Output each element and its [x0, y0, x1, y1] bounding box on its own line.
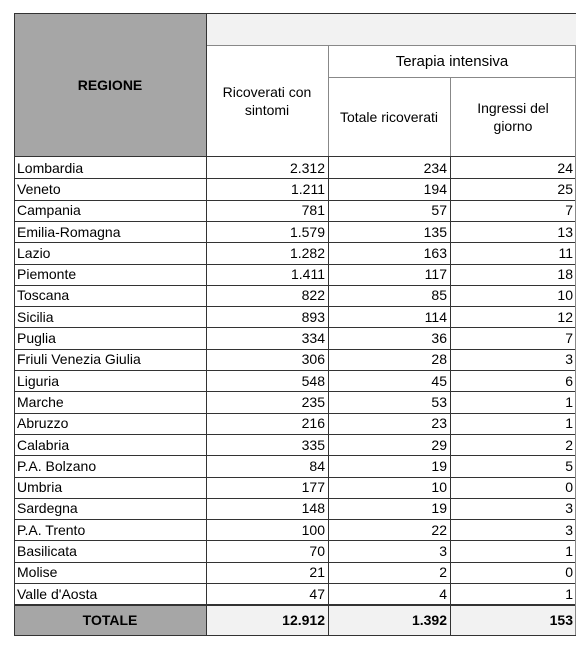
ricoverati-cell-value: 335	[301, 436, 325, 453]
table-row-region-cell	[14, 306, 206, 327]
ricoverati-cell-value: 216	[301, 415, 325, 432]
totals-ricoverati-cell	[206, 605, 328, 635]
table-row-totale-ricoverati-cell	[328, 370, 450, 391]
table-row-totale-ricoverati-cell	[328, 455, 450, 476]
region-cell-value: Piemonte	[17, 266, 77, 283]
region-cell-value: Basilicata	[17, 543, 77, 560]
totale-ricoverati-column-header	[328, 77, 450, 156]
ricoverati-column-header	[206, 45, 328, 156]
region-cell-value: Veneto	[17, 180, 61, 197]
totals-label: TOTALE	[82, 612, 138, 628]
ingressi-cell-value: 18	[557, 266, 573, 283]
totale-ricoverati-cell-value: 114	[424, 308, 447, 325]
table-row-totale-ricoverati-cell	[328, 562, 450, 583]
region-cell-value: Valle d'Aosta	[17, 585, 98, 602]
totals-ingressi-cell	[450, 605, 576, 635]
table-row-ingressi-cell	[450, 306, 576, 327]
table-row-ingressi-cell	[450, 583, 576, 604]
region-cell-value: Abruzzo	[17, 415, 69, 432]
ricoverati-cell-value: 84	[309, 457, 325, 474]
grid-line	[14, 13, 576, 14]
grid-line	[206, 45, 576, 46]
grid-line	[14, 242, 576, 243]
grid-line	[14, 635, 576, 636]
table-row-ingressi-cell	[450, 221, 576, 242]
table-row-ingressi-cell	[450, 264, 576, 285]
grid-line	[14, 264, 576, 265]
table-row-ingressi-cell	[450, 242, 576, 263]
grid-line	[450, 156, 451, 635]
table-row-ingressi-cell	[450, 455, 576, 476]
grid-line	[14, 370, 576, 371]
table-row-ingressi-cell	[450, 477, 576, 498]
ricoverati-cell-value: 334	[301, 330, 325, 347]
table-row-ingressi-cell	[450, 200, 576, 221]
grid-line	[328, 156, 329, 635]
grid-line	[14, 498, 576, 499]
ricoverati-cell-value: 21	[309, 564, 325, 581]
totale-ricoverati-cell-value: 36	[431, 330, 447, 347]
grid-line	[14, 13, 15, 635]
table-row-region-cell	[14, 540, 206, 561]
table-row-totale-ricoverati-cell	[328, 242, 450, 263]
grid-line	[14, 221, 576, 222]
table-row-totale-ricoverati-cell	[328, 327, 450, 348]
table-row-totale-ricoverati-cell	[328, 434, 450, 455]
totale-ricoverati-cell-value: 3	[439, 543, 447, 560]
ricoverati-cell-value: 1.579	[289, 223, 325, 240]
totale-ricoverati-cell-value: 234	[423, 159, 447, 176]
table-row-region-cell	[14, 157, 206, 178]
table-row-totale-ricoverati-cell	[328, 391, 450, 412]
table-row-totale-ricoverati-cell	[328, 540, 450, 561]
table-row-region-cell	[14, 327, 206, 348]
table-row-ricoverati-cell	[206, 540, 328, 561]
grid-line	[14, 200, 576, 201]
grid-line	[14, 156, 576, 157]
ingressi-cell-value: 5	[565, 457, 573, 474]
totale-ricoverati-cell-value: 135	[423, 223, 447, 240]
region-cell-value: Umbria	[17, 479, 63, 496]
table-row-region-cell	[14, 200, 206, 221]
table-row-ingressi-cell	[450, 349, 576, 370]
totale-ricoverati-cell-value: 28	[431, 351, 447, 368]
region-cell-value: P.A. Bolzano	[17, 457, 97, 474]
table-row-totale-ricoverati-cell	[328, 157, 450, 178]
region-cell-value: P.A. Trento	[17, 521, 86, 538]
ricoverati-cell-value: 2.312	[289, 159, 325, 176]
totale-ricoverati-cell-value: 57	[431, 202, 447, 219]
totale-ricoverati-header-label: Totale ricoverati	[339, 108, 439, 125]
grid-line	[14, 349, 576, 350]
table-row-totale-ricoverati-cell	[328, 285, 450, 306]
table-row-totale-ricoverati-cell	[328, 477, 450, 498]
grid-line	[14, 605, 576, 606]
table-row-region-cell	[14, 519, 206, 540]
ingressi-cell-value: 24	[557, 159, 573, 176]
totale-ricoverati-cell-value: 19	[431, 457, 447, 474]
totals-ingressi-value: 153	[549, 612, 573, 628]
totale-ricoverati-cell-value: 10	[431, 479, 447, 496]
ingressi-cell-value: 3	[565, 500, 573, 517]
grid-line	[14, 519, 576, 520]
table-row-ingressi-cell	[450, 413, 576, 434]
ricoverati-cell-value: 893	[301, 308, 325, 325]
table-row-ingressi-cell	[450, 540, 576, 561]
ingressi-cell-value: 1	[565, 415, 573, 432]
table-row-region-cell	[14, 455, 206, 476]
ricoverati-cell-value: 100	[301, 521, 325, 538]
ingressi-cell-value: 7	[565, 330, 573, 347]
grid-line	[14, 477, 576, 478]
table-row-region-cell	[14, 391, 206, 412]
ingressi-cell-value: 11	[558, 244, 573, 261]
table-row-region-cell	[14, 434, 206, 455]
table-row-ricoverati-cell	[206, 178, 328, 199]
table-row-region-cell	[14, 583, 206, 604]
totale-ricoverati-cell-value: 2	[439, 564, 447, 581]
table-row-region-cell	[14, 221, 206, 242]
ingressi-cell-value: 3	[565, 351, 573, 368]
grid-line	[14, 178, 576, 179]
totale-ricoverati-cell-value: 4	[439, 585, 447, 602]
table-row-region-cell	[14, 370, 206, 391]
ricoverati-cell-value: 70	[309, 543, 325, 560]
ingressi-column-header	[450, 77, 576, 156]
table-row-ricoverati-cell	[206, 221, 328, 242]
table-row-totale-ricoverati-cell	[328, 583, 450, 604]
ingressi-cell-value: 1	[565, 393, 573, 410]
table-row-ingressi-cell	[450, 157, 576, 178]
table-row-ricoverati-cell	[206, 391, 328, 412]
table-row-ricoverati-cell	[206, 477, 328, 498]
ingressi-cell-value: 10	[557, 287, 573, 304]
top-header-band	[206, 13, 576, 45]
table-row-totale-ricoverati-cell	[328, 306, 450, 327]
ricoverati-cell-value: 1.282	[289, 244, 325, 261]
table-row-ingressi-cell	[450, 434, 576, 455]
ricoverati-cell-value: 1.211	[291, 180, 325, 197]
totals-totale-cell	[328, 605, 450, 635]
table-row-region-cell	[14, 477, 206, 498]
table-row-ricoverati-cell	[206, 349, 328, 370]
region-cell-value: Lombardia	[17, 159, 84, 176]
region-cell-value: Friuli Venezia Giulia	[17, 351, 141, 368]
table-row-ricoverati-cell	[206, 157, 328, 178]
table-row-ingressi-cell	[450, 519, 576, 540]
region-cell-value: Campania	[17, 202, 81, 219]
region-cell-value: Emilia-Romagna	[17, 223, 121, 240]
table-row-ricoverati-cell	[206, 200, 328, 221]
table-row-ingressi-cell	[450, 562, 576, 583]
ricoverati-cell-value: 235	[301, 393, 325, 410]
region-cell-value: Molise	[17, 564, 58, 581]
grid-line	[14, 285, 576, 286]
totale-ricoverati-cell-value: 45	[431, 372, 447, 389]
terapia-intensiva-group-header	[328, 45, 576, 77]
ingressi-cell-value: 0	[565, 479, 573, 496]
table-row-ingressi-cell	[450, 285, 576, 306]
totale-ricoverati-cell-value: 163	[423, 244, 447, 261]
region-cell-value: Marche	[17, 393, 64, 410]
ricoverati-header-label: Ricoverati con sintomi	[222, 83, 312, 118]
table-row-totale-ricoverati-cell	[328, 413, 450, 434]
region-cell-value: Toscana	[17, 287, 70, 304]
terapia-intensiva-label: Terapia intensiva	[395, 52, 509, 70]
table-row-ricoverati-cell	[206, 562, 328, 583]
region-column-header	[14, 13, 206, 156]
grid-line	[14, 540, 576, 541]
table-row-ricoverati-cell	[206, 583, 328, 604]
grid-line	[14, 434, 576, 435]
ingressi-cell-value: 13	[557, 223, 573, 240]
totale-ricoverati-cell-value: 85	[431, 287, 447, 304]
totals-ricoverati-value: 12.912	[282, 612, 325, 628]
ingressi-cell-value: 3	[565, 521, 573, 538]
table-row-totale-ricoverati-cell	[328, 498, 450, 519]
table-row-ricoverati-cell	[206, 370, 328, 391]
ricoverati-cell-value: 822	[301, 287, 325, 304]
table-row-ingressi-cell	[450, 327, 576, 348]
ricoverati-cell-value: 548	[301, 372, 325, 389]
grid-line	[14, 306, 576, 307]
ricoverati-cell-value: 47	[309, 585, 325, 602]
table-row-region-cell	[14, 349, 206, 370]
table-row-ricoverati-cell	[206, 434, 328, 455]
totale-ricoverati-cell-value: 19	[431, 500, 447, 517]
region-cell-value: Sicilia	[17, 308, 54, 325]
table-row-ricoverati-cell	[206, 413, 328, 434]
table-row-ricoverati-cell	[206, 264, 328, 285]
table-row-ricoverati-cell	[206, 327, 328, 348]
ingressi-cell-value: 12	[557, 308, 573, 325]
ingressi-header-label: Ingressi del giorno	[477, 99, 549, 134]
ingressi-cell-value: 1	[565, 543, 573, 560]
region-cell-value: Lazio	[17, 244, 51, 261]
region-cell-value: Puglia	[17, 330, 56, 347]
ingressi-cell-value: 1	[565, 585, 573, 602]
table-row-totale-ricoverati-cell	[328, 349, 450, 370]
grid-line	[14, 562, 576, 563]
region-cell-value: Sardegna	[17, 500, 78, 517]
ricoverati-cell-value: 781	[301, 202, 325, 219]
grid-line	[206, 13, 207, 635]
region-header-label: REGIONE	[77, 76, 143, 93]
ingressi-cell-value: 25	[557, 180, 573, 197]
table-row-ricoverati-cell	[206, 455, 328, 476]
totale-ricoverati-cell-value: 117	[424, 266, 447, 283]
table-row-region-cell	[14, 178, 206, 199]
ingressi-cell-value: 7	[565, 202, 573, 219]
region-cell-value: Liguria	[17, 372, 60, 389]
region-cell-value: Calabria	[17, 436, 70, 453]
totale-ricoverati-cell-value: 22	[431, 521, 447, 538]
table-row-region-cell	[14, 264, 206, 285]
ricoverati-cell-value: 306	[301, 351, 325, 368]
ingressi-cell-value: 0	[565, 564, 573, 581]
table-row-region-cell	[14, 498, 206, 519]
ingressi-cell-value: 6	[565, 372, 573, 389]
table-row-ingressi-cell	[450, 391, 576, 412]
table-row-ricoverati-cell	[206, 285, 328, 306]
table-row-ricoverati-cell	[206, 498, 328, 519]
table-row-ricoverati-cell	[206, 242, 328, 263]
table-row-region-cell	[14, 285, 206, 306]
ingressi-cell-value: 2	[565, 436, 573, 453]
grid-line	[14, 583, 576, 584]
table-row-region-cell	[14, 562, 206, 583]
totale-ricoverati-cell-value: 23	[431, 415, 447, 432]
ricoverati-cell-value: 177	[301, 479, 325, 496]
table-row-totale-ricoverati-cell	[328, 519, 450, 540]
grid-line	[14, 327, 576, 328]
table-row-region-cell	[14, 413, 206, 434]
table-row-ingressi-cell	[450, 498, 576, 519]
table-row-totale-ricoverati-cell	[328, 200, 450, 221]
ricoverati-cell-value: 1.411	[291, 266, 325, 283]
totals-label-cell	[14, 605, 206, 635]
totale-ricoverati-cell-value: 29	[431, 436, 447, 453]
totale-ricoverati-cell-value: 194	[423, 180, 447, 197]
table-row-totale-ricoverati-cell	[328, 264, 450, 285]
grid-line	[328, 77, 576, 78]
grid-line	[14, 455, 576, 456]
table-row-region-cell	[14, 242, 206, 263]
totals-totale-value: 1.392	[411, 612, 447, 628]
grid-line	[14, 413, 576, 414]
totale-ricoverati-cell-value: 53	[431, 393, 447, 410]
grid-line	[14, 391, 576, 392]
table-row-totale-ricoverati-cell	[328, 178, 450, 199]
table-row-ingressi-cell	[450, 370, 576, 391]
ricoverati-cell-value: 148	[301, 500, 325, 517]
table-row-ingressi-cell	[450, 178, 576, 199]
table-row-totale-ricoverati-cell	[328, 221, 450, 242]
table-row-ricoverati-cell	[206, 519, 328, 540]
table-row-ricoverati-cell	[206, 306, 328, 327]
